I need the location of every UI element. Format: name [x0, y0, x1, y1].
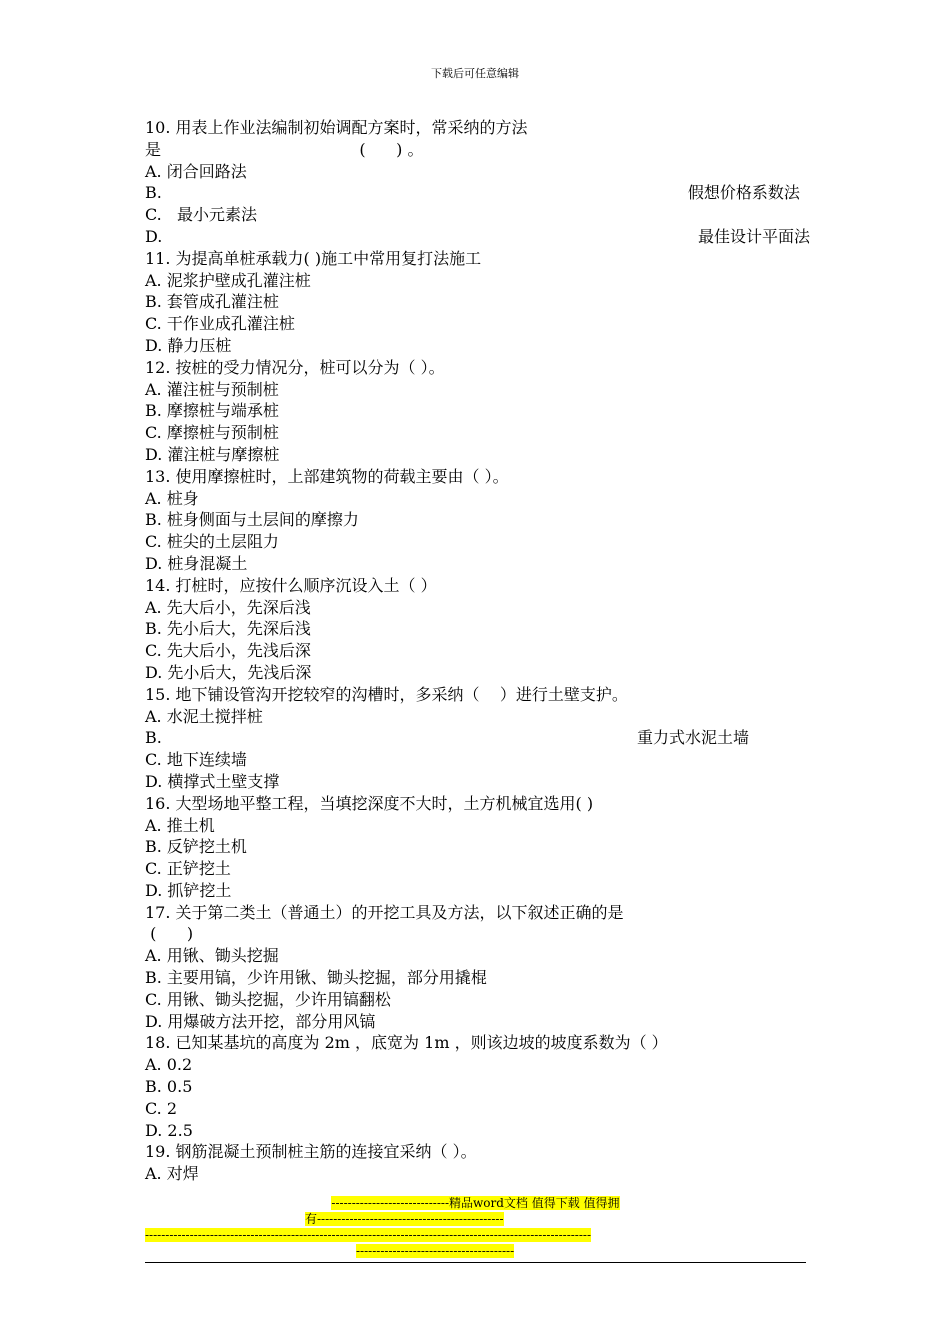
option-text: 桩身侧面与土层间的摩擦力	[161, 510, 359, 530]
option-text: 先大后小，先浅后深	[161, 641, 311, 661]
option-item	[145, 531, 810, 553]
option-label: C.	[145, 532, 162, 552]
option-text: 桩尖的土层阻力	[161, 532, 279, 552]
option-label: C.	[145, 314, 162, 334]
option-item	[145, 727, 810, 749]
option-item	[145, 379, 810, 401]
option-text: 主要用镐，少许用锹、锄头挖掘，部分用撬棍	[161, 968, 487, 988]
option-item	[145, 400, 810, 422]
option-label: A.	[145, 1164, 162, 1184]
footer-rule	[145, 1262, 806, 1263]
option-item	[145, 1098, 810, 1120]
option-item	[145, 945, 810, 967]
option-text: 最小元素法	[161, 205, 258, 225]
option-label: A.	[145, 815, 162, 835]
option-label: D.	[145, 553, 163, 573]
option-item	[145, 422, 810, 444]
question-stem: 19. 钢筋混凝土预制桩主筋的连接宜采纳（ ）。	[145, 1142, 477, 1162]
option-text: 灌注桩与预制桩	[161, 379, 279, 399]
option-text: 横撑式土壁支撑	[162, 771, 280, 791]
question-stem: 16. 大型场地平整工程，当填挖深度不大时，土方机械宜选用( )	[145, 793, 594, 813]
option-text: 用锹、锄头挖掘	[161, 946, 279, 966]
option-label: C.	[145, 423, 162, 443]
option-item	[145, 291, 810, 313]
option-text: 地下连续墙	[161, 750, 247, 770]
question-stem-continued: 是 ( ) 。	[145, 139, 424, 159]
option-text: 泥浆护壁成孔灌注桩	[161, 270, 311, 290]
option-text: 先小后大，先深后浅	[161, 619, 311, 639]
option-item	[145, 1011, 810, 1033]
option-text: 抓铲挖土	[162, 880, 232, 900]
option-label: B.	[145, 292, 162, 312]
option-label: B.	[145, 510, 162, 530]
option-item	[145, 640, 810, 662]
option-label: A.	[145, 1055, 162, 1075]
option-text: 最佳设计平面法	[697, 226, 810, 246]
option-item	[145, 204, 810, 226]
option-label: B.	[145, 183, 162, 203]
option-item	[145, 313, 810, 335]
footer-line-3: --------------------------------------------------------------------------------------------------------------	[145, 1228, 592, 1242]
option-text: 摩擦桩与预制桩	[161, 423, 279, 443]
option-label: A.	[145, 161, 162, 181]
option-label: D.	[145, 226, 163, 246]
option-label: D.	[145, 1011, 163, 1031]
footer-line-4: ---------------------------------------	[356, 1244, 515, 1258]
option-item	[145, 880, 810, 902]
option-item	[145, 553, 810, 575]
option-label: A.	[145, 488, 162, 508]
option-item	[145, 1163, 810, 1185]
option-text: 闭合回路法	[161, 161, 247, 181]
option-text: 用锹、锄头挖掘，少许用镐翻松	[161, 989, 391, 1009]
option-label: A.	[145, 597, 162, 617]
option-item	[145, 618, 810, 640]
option-text: 静力压桩	[162, 335, 232, 355]
option-text: 套管成孔灌注桩	[161, 292, 279, 312]
footer-banner	[145, 1196, 806, 1260]
option-item	[145, 226, 810, 248]
option-label: D.	[145, 1120, 163, 1140]
option-label: A.	[145, 706, 162, 726]
option-item	[145, 1054, 810, 1076]
option-text: 灌注桩与摩擦桩	[162, 444, 280, 464]
option-label: B.	[145, 619, 162, 639]
option-item	[145, 444, 810, 466]
option-text: 重力式水泥土墙	[636, 728, 749, 748]
footer-line-1: -----------------------------精品word文档 值得下载 值得拥	[331, 1196, 620, 1210]
footer-line-2: 有----------------------------------------------	[305, 1212, 504, 1226]
question-stem-continued: ( )	[145, 924, 194, 944]
question-stem: 17. 关于第二类土（普通土）的开挖工具及方法，以下叙述正确的是	[145, 902, 624, 922]
option-item	[145, 858, 810, 880]
option-item	[145, 161, 810, 183]
option-label: D.	[145, 335, 163, 355]
option-label: C.	[145, 641, 162, 661]
option-label: C.	[145, 859, 162, 879]
question-stem: 11. 为提高单桩承载力( )施工中常用复打法施工	[145, 248, 482, 268]
option-text: 用爆破方法开挖，部分用风镐	[162, 1011, 376, 1031]
option-item	[145, 1076, 810, 1098]
option-label: C.	[145, 1098, 162, 1118]
option-text: 0.2	[161, 1055, 193, 1075]
page-header: 下载后可任意编辑	[431, 67, 519, 80]
option-item	[145, 836, 810, 858]
option-label: A.	[145, 946, 162, 966]
option-text: 先小后大，先浅后深	[162, 662, 312, 682]
question-stem: 12. 按桩的受力情况分，桩可以分为（ ）。	[145, 357, 445, 377]
option-item	[145, 706, 810, 728]
option-text: 假想价格系数法	[687, 183, 800, 203]
option-text: 2.5	[162, 1120, 193, 1140]
option-label: A.	[145, 379, 162, 399]
option-item	[145, 749, 810, 771]
option-text: 桩身	[161, 488, 199, 508]
option-item	[145, 967, 810, 989]
option-item	[145, 1120, 810, 1142]
option-text: 0.5	[161, 1077, 193, 1097]
option-item	[145, 597, 810, 619]
option-item	[145, 815, 810, 837]
option-text: 摩擦桩与端承桩	[161, 401, 279, 421]
option-text: 先大后小，先深后浅	[161, 597, 311, 617]
option-text: 桩身混凝土	[162, 553, 248, 573]
question-stem: 18. 已知某基坑的高度为 2m ，底宽为 1m ，则该边坡的坡度系数为（ ）	[145, 1033, 668, 1053]
option-text: 对焊	[161, 1164, 199, 1184]
option-item	[145, 989, 810, 1011]
option-label: D.	[145, 662, 163, 682]
option-item	[145, 771, 810, 793]
question-stem: 10. 用表上作业法编制初始调配方案时，常采纳的方法	[145, 118, 528, 137]
option-item	[145, 662, 810, 684]
option-label: C.	[145, 989, 162, 1009]
option-text: 干作业成孔灌注桩	[161, 314, 295, 334]
option-text: 推土机	[161, 815, 215, 835]
option-item	[145, 335, 810, 357]
option-item	[145, 182, 810, 204]
question-stem: 15. 地下铺设管沟开挖较窄的沟槽时，多采纳（ ）进行土壁支护。	[145, 684, 628, 704]
option-item	[145, 270, 810, 292]
option-label: B.	[145, 1077, 162, 1097]
option-label: D.	[145, 444, 163, 464]
question-list	[145, 117, 810, 1185]
option-label: B.	[145, 728, 162, 748]
option-text: 2	[161, 1098, 178, 1118]
option-text: 水泥土搅拌桩	[161, 706, 263, 726]
option-text: 反铲挖土机	[161, 837, 247, 857]
option-label: C.	[145, 750, 162, 770]
option-label: D.	[145, 880, 163, 900]
option-label: D.	[145, 771, 163, 791]
question-stem: 14. 打桩时，应按什么顺序沉设入土（ ）	[145, 575, 437, 595]
option-label: C.	[145, 205, 162, 225]
option-item	[145, 509, 810, 531]
option-label: A.	[145, 270, 162, 290]
option-label: B.	[145, 968, 162, 988]
option-item	[145, 488, 810, 510]
question-stem: 13. 使用摩擦桩时，上部建筑物的荷载主要由（ ）。	[145, 466, 509, 486]
option-label: B.	[145, 837, 162, 857]
option-text: 正铲挖土	[161, 859, 231, 879]
option-label: B.	[145, 401, 162, 421]
